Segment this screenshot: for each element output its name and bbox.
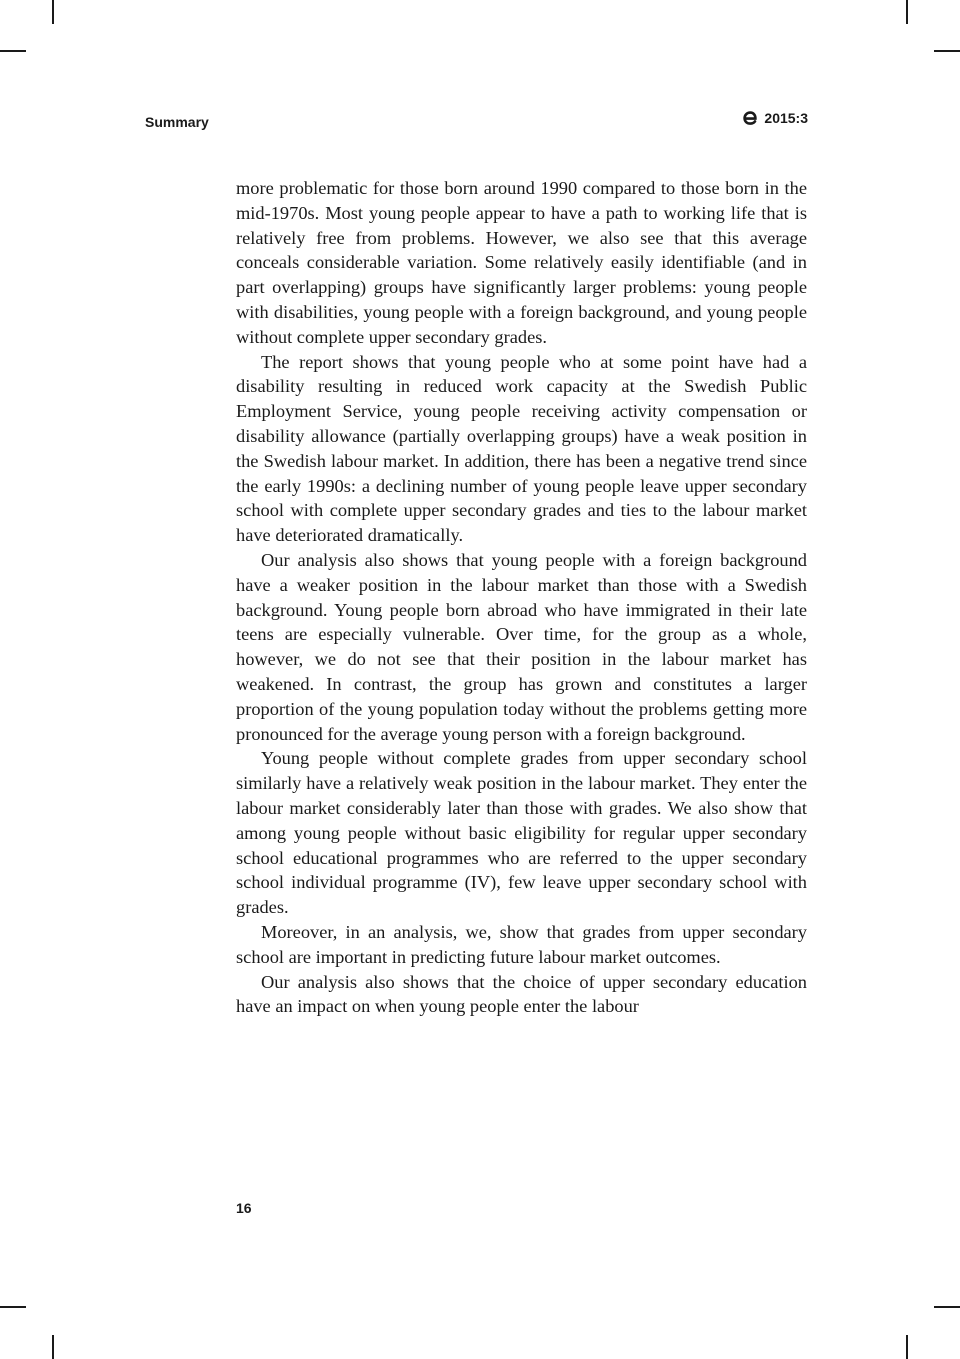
page-number: 16 <box>236 1200 252 1216</box>
crop-mark-bottom-right-vertical <box>906 1335 908 1359</box>
crop-mark-top-left-vertical <box>52 0 54 24</box>
crop-mark-bottom-left-horizontal <box>0 1306 26 1308</box>
crop-mark-bottom-left-vertical <box>52 1335 54 1359</box>
paragraph: Our analysis also shows that young people with a foreign background have a weaker position in the labour market than those with a Swedish background. Young people born abroad who have immigrated in their late teens are especially vulnerable. Over time, for the group as a whole, however, we do not see that their position in the labour market has weakened. In contrast, the group has grown and constitutes a larger proportion of the young population today without the problems getting more pronounced for the average young person with a foreign background. <box>236 549 807 744</box>
report-number: 2015:3 <box>764 110 808 126</box>
paragraph: Moreover, in an analysis, we, show that grades from upper secondary school are important in predicting future labour market outcomes. <box>236 921 807 967</box>
crop-mark-bottom-right-horizontal <box>934 1306 960 1308</box>
paragraph: Young people without complete grades from upper secondary school similarly have a relatively weak position in the labour market. They enter the labour market considerably later than those with grades. We also show that among young people without basic eligibility for regular upper secondary school educational programmes who are referred to the upper secondary school individual programme (IV), few leave upper secondary school with grades. <box>236 748 807 918</box>
paragraph: Our analysis also shows that the choice of upper secondary education have an impact on when young people enter the labour <box>236 971 807 1017</box>
ifau-e-logo-icon <box>742 110 758 126</box>
running-header-section: Summary <box>145 114 209 130</box>
crop-mark-top-right-vertical <box>906 0 908 24</box>
body-text <box>236 176 807 1019</box>
paragraph: The report shows that young people who at some point have had a disability resulting in reduced work capacity at the Swedish Public Employment Service, young people receiving activity compensation or disability allowance (partially overlapping groups) have a weak position in the Swedish labour market. In addition, there has been a negative trend since the early 1990s: a declining number of young people leave upper secondary school with complete upper secondary grades and ties to the labour market have deteriorated dramatically. <box>236 351 807 546</box>
crop-mark-top-right-horizontal <box>934 50 960 52</box>
paragraph: more problematic for those born around 1990 compared to those born in the mid-1970s. Most young people appear to have a path to working life that is relatively free from problems. However, we also see that this average conceals considerable variation. Some relatively easily identifiable (and in part overlapping) groups have significantly larger problems: young people with disabilities, young people with a foreign background, and young people without complete upper secondary grades. <box>236 178 807 347</box>
running-header-report <box>742 110 808 126</box>
crop-mark-top-left-horizontal <box>0 50 26 52</box>
